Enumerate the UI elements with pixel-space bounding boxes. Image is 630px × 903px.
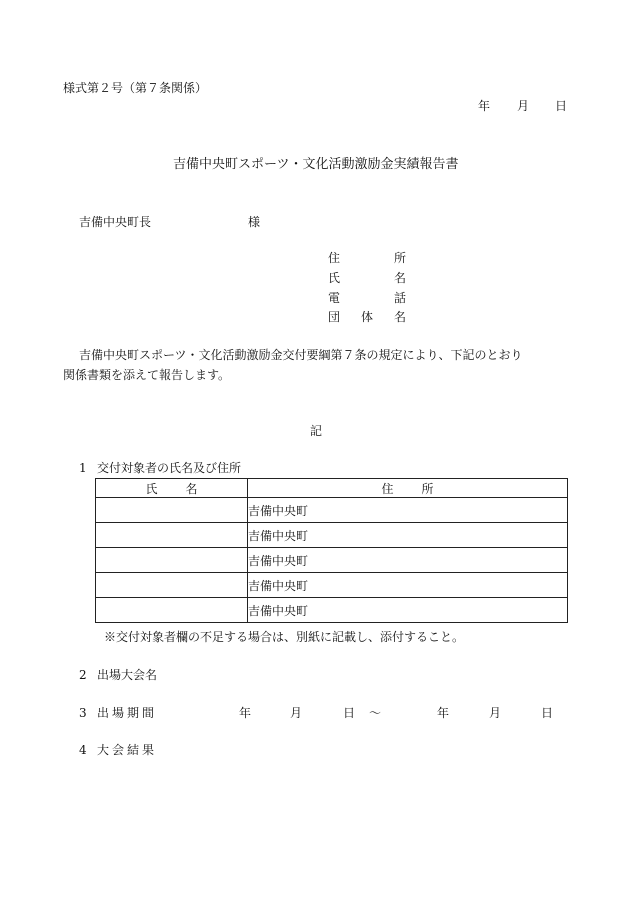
addressee-honorific: 様 [248, 215, 261, 229]
section-3-number: 3 [79, 706, 87, 720]
date-day-label: 日 [555, 99, 568, 113]
recipients-table [95, 478, 568, 623]
address-column-header: 住 所 [248, 479, 568, 498]
form-number: 様式第２号（第７条関係） [63, 81, 208, 95]
period-start-month-label: 月 [290, 706, 303, 720]
intro-line-1: 吉備中央町スポーツ・文化活動激励金交付要綱第７条の規定により、下記のとおり [79, 348, 523, 362]
recipient-address-cell[interactable]: 吉備中央町 [248, 573, 568, 598]
section-1-label: 交付対象者の氏名及び住所 [97, 461, 242, 475]
table-row [96, 598, 568, 623]
table-row [96, 523, 568, 548]
recipient-address-cell[interactable]: 吉備中央町 [248, 548, 568, 573]
table-note: ※交付対象者欄の不足する場合は、別紙に記載し、添付すること。 [104, 630, 465, 644]
recipient-name-cell[interactable] [96, 573, 248, 598]
section-4-label: 大会結果 [97, 743, 158, 757]
recipient-address-cell[interactable]: 吉備中央町 [248, 498, 568, 523]
recipient-name-cell[interactable] [96, 498, 248, 523]
field-address-label: 住 所 [328, 251, 406, 265]
table-header-row [96, 479, 568, 498]
period-start-year-label: 年 [239, 706, 252, 720]
ki-heading: 記 [310, 424, 323, 438]
period-end-month-label: 月 [489, 706, 502, 720]
document-title: 吉備中央町スポーツ・文化活動激励金実績報告書 [173, 157, 459, 172]
section-3-label: 出場期間 [97, 706, 158, 720]
recipient-address-cell[interactable]: 吉備中央町 [248, 523, 568, 548]
period-end-day-label: 日 [541, 706, 554, 720]
field-group-label: 団 体 名 [328, 310, 406, 324]
name-column-header: 氏 名 [96, 479, 248, 498]
recipient-name-cell[interactable] [96, 548, 248, 573]
intro-line-2: 関係書類を添えて報告します。 [63, 368, 231, 382]
section-1-number: 1 [79, 461, 87, 475]
table-row [96, 573, 568, 598]
recipient-name-cell[interactable] [96, 598, 248, 623]
addressee-name: 吉備中央町長 [79, 215, 152, 229]
period-start-day-label: 日 [343, 706, 356, 720]
table-row [96, 548, 568, 573]
recipient-address-cell[interactable]: 吉備中央町 [248, 598, 568, 623]
period-end-year-label: 年 [437, 706, 450, 720]
date-year-label: 年 [478, 99, 491, 113]
period-tilde: ～ [369, 706, 382, 720]
field-phone-label: 電 話 [328, 291, 406, 305]
date-month-label: 月 [517, 99, 530, 113]
field-name-label: 氏 名 [328, 271, 406, 285]
table-row [96, 498, 568, 523]
section-4-number: 4 [79, 743, 87, 757]
section-2-label: 出場大会名 [97, 668, 158, 682]
recipient-name-cell[interactable] [96, 523, 248, 548]
section-2-number: 2 [79, 668, 87, 682]
